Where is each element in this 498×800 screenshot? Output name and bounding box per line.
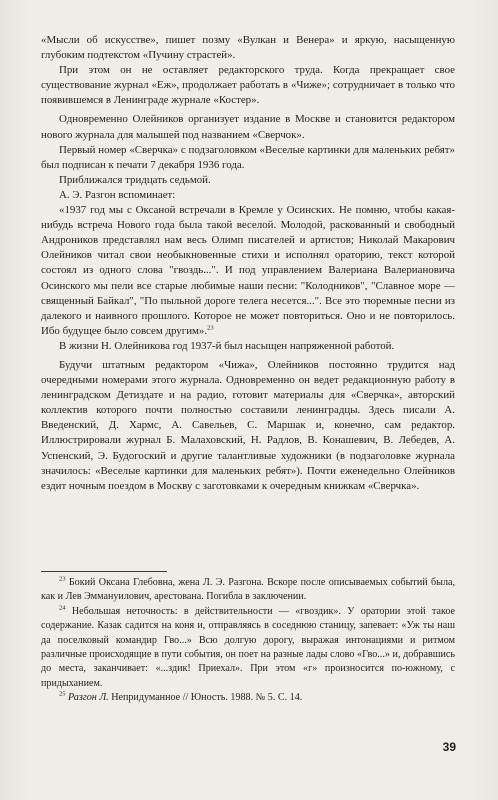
quote-text: «1937 год мы с Оксаной встречали в Кремле у Осинских. Не помню, чтобы какая-нибудь встреча Нового года была такой веселой. Молодой, раскованный и свободный Андроников представлял нам весь Олимп писателей и артистов; Николай Макарович Олейников читал свои необыкновенные стихи и исполнял ораторию, текст которой состоял из одного слова "гвоздь...". И под управлением Валериана Валериановича Осинского мы пели все старые любимые наши песни: "Колодников", "Славное море — священный Байкал", "По пыльной дороге телега несется...". Все это тюремные песни из далекого и наивного прошлого. Которое не может повториться. Оно и не повторилось. Ибо будущее было совсем другим». (41, 204, 455, 337)
quote-paragraph (41, 203, 455, 339)
paragraph: Приближался тридцать седьмой. (59, 173, 211, 186)
footnote-text: Небольшая неточность: в действительности — «гвоздик». У оратории этой такое содержание. Казак садится на коня и, отправляясь в соседнюю станицу, запевает: «Уж ты наш да поселковый командир Гво...» Всю долгую дорогу, выражая интонациями и ритмом различные происходящие в пути события, он поет на разные лады слово «Гво...» и, добравшись до места, заканчивает: «...здик! Приехал». При этом «г» произносится по-южному, с придыханием. (41, 605, 455, 689)
footnotes (41, 576, 455, 706)
footnote-23 (41, 576, 455, 605)
footnote-25 (41, 691, 455, 705)
paragraph: Первый номер «Сверчка» с подзаголовком «Веселые картинки для маленьких ребят» был подписан к печати 7 декабря 1936 года. (41, 143, 455, 171)
footnote-marker: 24 (59, 604, 66, 612)
footnote-divider (41, 571, 167, 572)
paragraph: А. Э. Разгон вспоминает: (59, 188, 176, 201)
footnote-author: Разгон Л. (68, 692, 109, 704)
footnote-marker: 25 (59, 690, 66, 698)
body-text (41, 33, 455, 494)
paragraph: Будучи штатным редактором «Чижа», Олейников постоянно трудится над очередными номерами этого журнала. Одновременно он ведет редакционную работу в ленинградском Детиздате и на радио, готовит материалы для «Сверчка», авторский коллектив которого почти полностью составили ленинградцы. Здесь писали А. Введенский, Д. Хармс, А. Савельев, С. Маршак и, конечно, сам редактор. Иллюстрировали журнал Б. Малаховский, Н. Радлов, В. Конашевич, В. Лебедев, А. Успенский, Э. Будогоский и другие талантливые художники (в подзаголовке журнала значилось: «Веселые картинки для маленьких ребят»). Почти еженедельно Олейников ездит ночным поездом в Москву с заготовками к очередным книжкам «Сверчка». (41, 358, 455, 492)
footnote-ref-23: 23 (207, 324, 214, 332)
paragraph: Одновременно Олейников организует издание в Москве и становится редактором нового журнала для малышей под названием «Сверчок». (41, 113, 455, 141)
footnote-text: Непридуманное // Юность. 1988. № 5. С. 14. (108, 692, 303, 704)
page-number: 39 (442, 740, 456, 754)
footnote-marker: 23 (59, 575, 66, 583)
paragraph: В жизни Н. Олейникова год 1937-й был насыщен напряженной работой. (59, 339, 395, 352)
paragraph: При этом он не оставляет редакторского труда. Когда прекращает свое существование журнал «Еж», продолжает работать в «Чиже»; сотрудничает в только что появившемся в Ленинграде журнале «Костер». (41, 64, 455, 107)
footnote-24 (41, 605, 455, 691)
footnote-text: Бокий Оксана Глебовна, жена Л. Э. Разгона. Вскоре после описываемых событий была, как и Лев Эммануилович, арестована. Погибла в заключении. (41, 577, 455, 603)
paragraph: «Мысли об искусстве», пишет позму «Вулкан и Венера» и яркую, насыщенную глубоким подтекстом «Пучину страстей». (41, 34, 455, 62)
